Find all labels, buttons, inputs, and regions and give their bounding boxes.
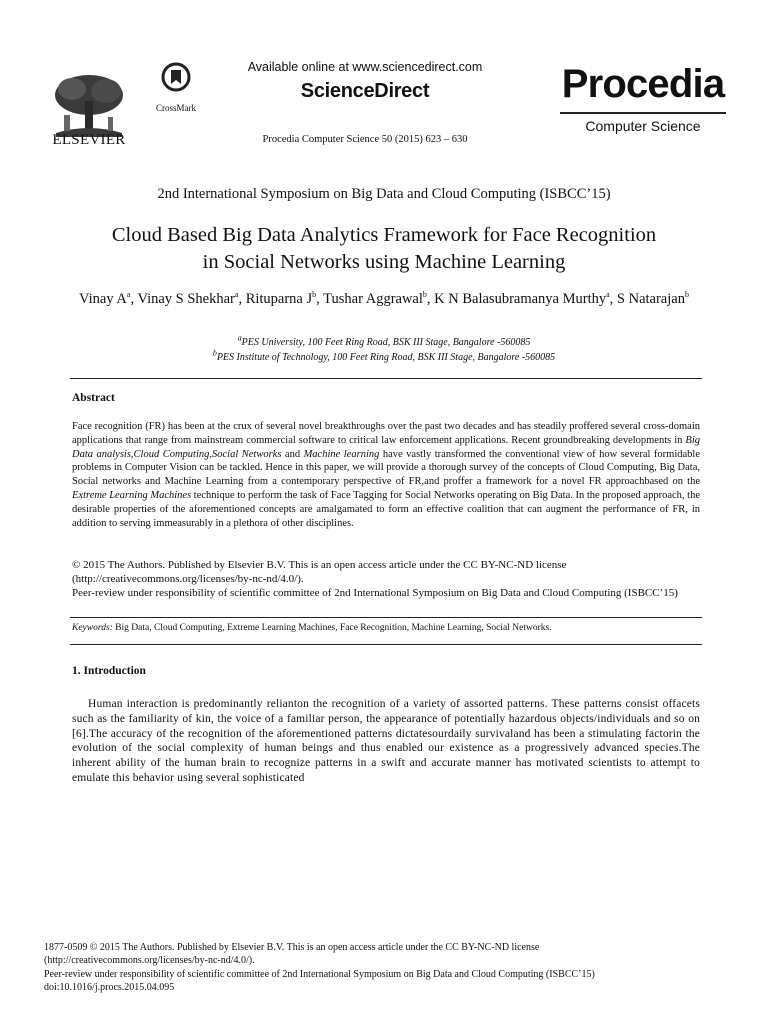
footer-license-link[interactable]: (http://creativecommons.org/licenses/by-nc-nd/4.0/). [44,955,255,967]
abstract-em: Cloud Computing [133,448,210,460]
journal-reference: Procedia Computer Science 50 (2015) 623 – 630 [262,134,468,145]
title-line-1: Cloud Based Big Data Analytics Framework for Face Recognition [111,224,657,246]
author-list [60,288,708,310]
symposium-name: 2nd International Symposium on Big Data and Cloud Computing (ISBCC’15) [157,186,611,202]
abstract-em: Big Data analysis [72,434,700,460]
author-sep: , [609,291,617,307]
footer-notes [44,941,724,995]
available-online-text: Available online at www.sciencedirect.com [247,60,483,74]
abstract-heading: Abstract [72,392,115,404]
author-affil-sup: b [422,290,427,300]
affil-b-text: PES Institute of Technology, 100 Feet Ring Road, BSK III Stage, Bangalore -560085 [216,352,556,363]
abstract-top-rule [70,378,702,379]
abstract-em: Extreme Learning Machines [72,489,192,501]
intro-heading: 1. Introduction [72,665,146,677]
author-name: Tushar Aggrawal [323,291,423,307]
keywords-list: Big Data, Cloud Computing, Extreme Learning Machines, Face Recognition, Machine Learning, Social Networks. [112,623,552,633]
affiliation-a [60,335,708,350]
affil-b-sup: b [212,348,217,358]
abstract-part: , [130,448,134,460]
license-line: © 2015 The Authors. Published by Elsevier B.V. This is an open access article under the CC BY-NC-ND license [72,559,567,571]
author-name: Vinay S Shekhar [137,291,235,307]
abstract-text [72,420,700,530]
author-name: K N Balasubramanya Murthy [434,291,607,307]
footer-doi[interactable]: doi:10.1016/j.procs.2015.04.095 [44,982,175,994]
author-affil-sup: b [312,290,317,300]
author-sep: , [238,291,246,307]
keywords-bottom-rule [70,644,702,645]
abstract-part: and [281,448,304,460]
crossmark-badge[interactable] [150,62,202,116]
peer-review-statement: Peer-review under responsibility of scientific committee of 2nd International Symposium on Big Data and Cloud Computing (ISBCC’15) [72,586,678,599]
author-name: Rituparna J [245,291,313,307]
author-name: S Natarajan [616,291,685,307]
intro-text: Human interaction is predominantly relianton the recognition of a variety of assorted patterns. These patterns consist offacets such as the familiarity of kin, the voice of a familiar person, the appearance of potentially hazardous objects/individuals and so on [6].The accuracy of the recognition of the aforementioned patterns dictatesourdaily survivaland has been a stimulating factorin the evolution of the social complexity of human beings and thus enabled our existence as a progressively advanced species.The inherent ability of the human brain to recognize patterns in a swift and accurate manner has motivated scientists to attempt to emulate this behavior using several sophisticated [72,698,700,784]
affil-a-text: PES University, 100 Feet Ring Road, BSK III Stage, Bangalore -560085 [241,337,531,348]
author-affil-sup: a [126,290,131,300]
author-sep: , [316,291,324,307]
author-affil-sup: b [684,290,689,300]
abstract-part: , [209,448,213,460]
procedia-logo [560,64,726,134]
sciencedirect-logo: ScienceDirect [300,80,430,102]
title-line-2: in Social Networks using Machine Learning [202,251,566,273]
license-statement [72,559,700,600]
affiliation-b [60,350,708,365]
author-name: Vinay A [79,291,127,307]
affil-a-sup: a [237,333,242,343]
footer-issn-line: 1877-0509 © 2015 The Authors. Published by Elsevier B.V. This is an open access article under the CC BY-NC-ND license [44,942,540,953]
paper-title [40,222,728,276]
crossmark-icon [161,62,191,96]
keywords [72,623,700,633]
author-sep: , [130,291,135,307]
author-sep: , [426,291,435,307]
keywords-top-rule [70,617,702,618]
abstract-part: have vastly transformed the conventional view of how several formidable problems in Computer Vision can be tackled. Hence in this paper, we will provide a thorough survey of the concepts of Cloud Computing, Big Data, Social networks and Machine Learning from a contemporary perspective of FR,and proffer a framework for a novel FR approachbased on the [72,448,700,488]
author-affil-sup: a [606,290,610,300]
procedia-subtitle: Computer Science [560,112,726,134]
abstract-em: Machine learning [303,448,380,460]
footer-peer-review: Peer-review under responsibility of scientific committee of 2nd International Symposium on Big Data and Cloud Computing (ISBCC’15) [44,968,595,980]
procedia-wordmark: Procedia [561,62,725,106]
author-affil-sup: a [234,290,239,300]
affiliations [60,335,708,365]
keywords-label: Keywords: [72,623,113,633]
crossmark-label: CrossMark [156,103,196,113]
license-link[interactable]: (http://creativecommons.org/licenses/by-nc-nd/4.0/). [72,572,304,585]
abstract-part: Face recognition (FR) has been at the crux of several novel breakthroughs over the past two decades and has steadily proffered several cross-domain applications that range from mainstream commercial software to critical law enforcement applications. Recent groundbreaking developments in [72,421,700,446]
abstract-em: Social Networks [212,448,282,460]
elsevier-wordmark: ELSEVIER [52,132,126,148]
abstract-part: technique to perform the task of Face Tagging for Social Networks operating on Big Data. In the proposed approach, the desirable properties of the aforementioned concepts are amalgamated to form an effective coalition that can augment the performance of FR, in addition to serving immeasurably in a plethora of other disciplines. [72,489,700,529]
